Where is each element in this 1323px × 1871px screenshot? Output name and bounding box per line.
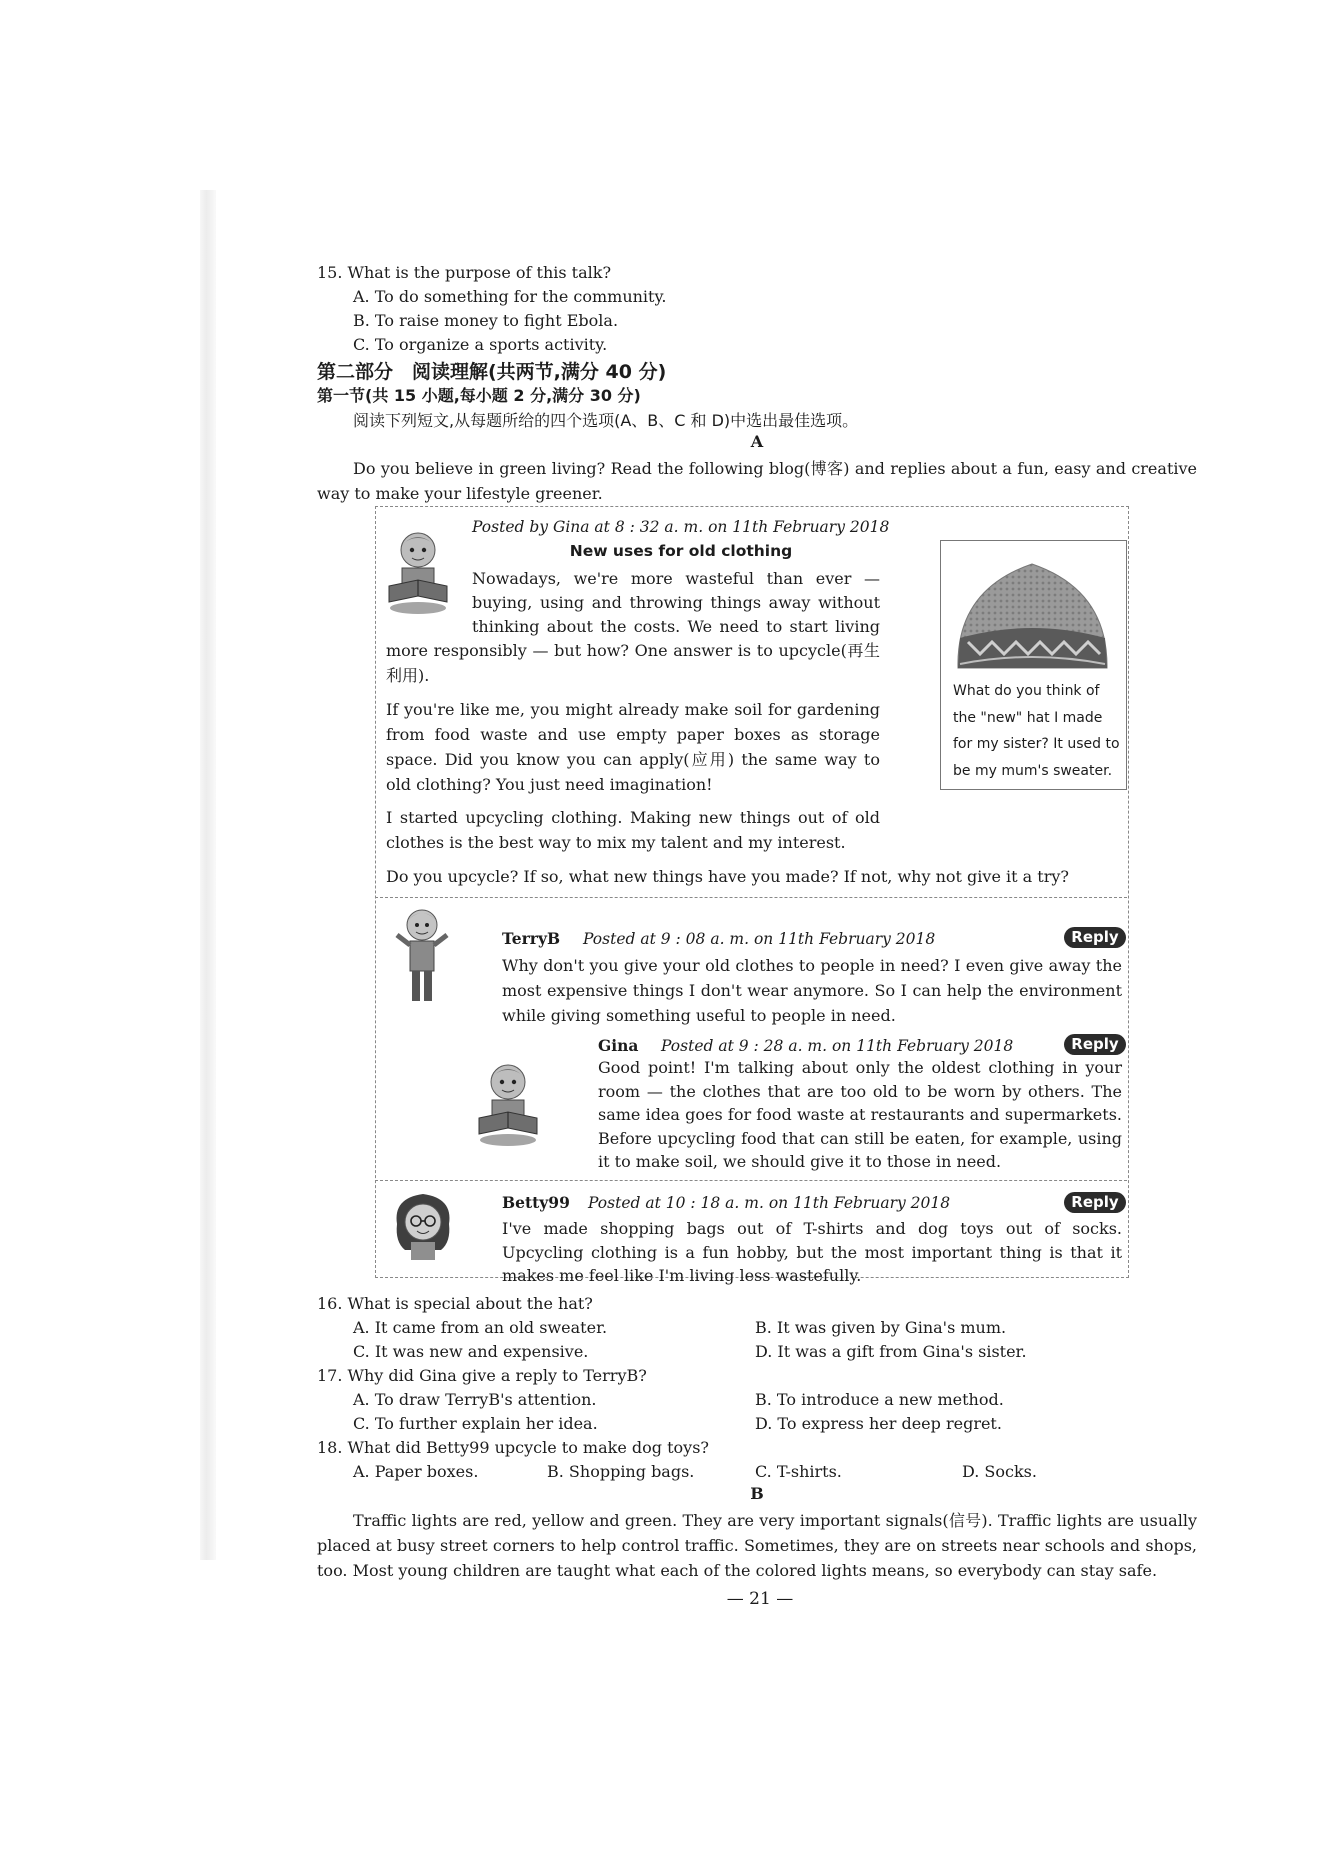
part2-title: 第二部分 阅读理解(共两节,满分 40 分) <box>317 361 667 383</box>
reply1-reply-button[interactable]: Reply <box>1064 927 1126 948</box>
part2-instruction: 阅读下列短文,从每题所给的四个选项(A、B、C 和 D)中选出最佳选项。 <box>353 411 859 430</box>
reply1-posted: Posted at 9 : 08 a. m. on 11th February 2018 <box>583 930 936 948</box>
passage-a-label: A <box>750 432 764 451</box>
q18-option-b: B. Shopping bags. <box>547 1462 695 1481</box>
terryb-avatar <box>393 905 451 1007</box>
q16-option-a: A. It came from an old sweater. <box>353 1318 608 1337</box>
scan-edge-shadow <box>200 190 216 1560</box>
section1-title: 第一节(共 15 小题,每小题 2 分,满分 30 分) <box>317 386 641 405</box>
blog-post-p3: I started upcycling clothing. Making new things out of old clothes is the best way to mix my talent and my interest. <box>386 808 880 852</box>
blog-post-p1-line2: buying, using and throwing things away without <box>472 593 880 612</box>
q15-question: 15. What is the purpose of this talk? <box>317 263 612 282</box>
q17-option-b: B. To introduce a new method. <box>755 1390 1004 1409</box>
q17-question: 17. Why did Gina give a reply to TerryB? <box>317 1366 647 1385</box>
reply2-reply-button[interactable]: Reply <box>1064 1034 1126 1055</box>
reply1-author: TerryB <box>502 929 561 948</box>
q17-option-d: D. To express her deep regret. <box>755 1414 1002 1433</box>
reply2-text: Good point! I'm talking about only the oldest clothing in your room — the clothes that are too old to be worn by others. The same idea goes for food waste at restaurants and supermarkets. Before upcycling food that can still be eaten, for example, using it to make soil, we should give it to those in need. <box>598 1058 1122 1171</box>
reply3-posted: Posted at 10 : 18 a. m. on 11th February 2018 <box>588 1194 951 1212</box>
blog-post-p1-line1: Nowadays, we're more wasteful than ever — <box>472 569 880 588</box>
q16-option-d: D. It was a gift from Gina's sister. <box>755 1342 1027 1361</box>
blog-post-posted: Posted by Gina at 8 : 32 a. m. on 11th February 2018 <box>472 518 890 536</box>
blog-post-p1-tail: more responsibly — but how? One answer is to upcycle(再生利用). <box>386 641 880 685</box>
gina-avatar <box>383 528 453 616</box>
q15-option-a: A. To do something for the community. <box>353 287 667 306</box>
passage-b-label: B <box>750 1484 764 1503</box>
betty99-avatar <box>391 1190 455 1262</box>
passage-a-intro: Do you believe in green living? Read the following blog(博客) and replies about a fun, easy and creative way to make your lifestyle greener. <box>317 459 1197 503</box>
reply-separator-2 <box>375 1180 1127 1181</box>
q16-option-c: C. It was new and expensive. <box>353 1342 589 1361</box>
reply1-text: Why don't you give your old clothes to people in need? I even give away the most expensive things I don't wear anymore. So I can help the environment while giving something useful to people in need. <box>502 956 1122 1025</box>
blog-post-title: New uses for old clothing <box>569 542 793 560</box>
reply3-text: I've made shopping bags out of T-shirts and dog toys out of socks. Upcycling clothing is a fun hobby, but the most important thing is that it makes me feel like I'm living less wastefully. <box>502 1219 1122 1285</box>
q16-question: 16. What is special about the hat? <box>317 1294 593 1313</box>
q18-option-c: C. T-shirts. <box>755 1462 842 1481</box>
page-number: — 21 — <box>726 1589 794 1609</box>
reply2-posted: Posted at 9 : 28 a. m. on 11th February 2018 <box>661 1037 1014 1055</box>
q17-option-a: A. To draw TerryB's attention. <box>353 1390 597 1409</box>
blog-post-p1-line3: thinking about the costs. We need to start living <box>472 617 880 636</box>
q18-question: 18. What did Betty99 upcycle to make dog toys? <box>317 1438 709 1457</box>
blog-post-p4: Do you upcycle? If so, what new things have you made? If not, why not give it a try? <box>386 867 1069 886</box>
q15-option-b: B. To raise money to fight Ebola. <box>353 311 619 330</box>
knitted-hat-image <box>950 550 1115 675</box>
blog-post-p2: If you're like me, you might already make soil for gardening from food waste and use empty paper boxes as storage space. Did you know you can apply(应用) the same way to old clothing? You just need imagination! <box>386 700 880 794</box>
hat-photo-caption: What do you think of the "new" hat I made for my sister? It used to be my mum's sweater. <box>953 683 1120 779</box>
q18-option-d: D. Socks. <box>962 1462 1037 1481</box>
reply-separator-1 <box>375 897 1127 898</box>
gina-reply-avatar <box>473 1060 543 1148</box>
reply3-author: Betty99 <box>502 1193 570 1212</box>
q17-option-c: C. To further explain her idea. <box>353 1414 598 1433</box>
reply2-author: Gina <box>598 1036 639 1055</box>
passage-b-text: Traffic lights are red, yellow and green. They are very important signals(信号). Traffic lights are usually placed at busy street corners to help control traffic. Sometimes, they are on streets near schools and shops, too. Most young children are taught what each of the colored lights means, so everybody can stay safe. <box>317 1511 1197 1580</box>
q18-option-a: A. Paper boxes. <box>353 1462 479 1481</box>
q16-option-b: B. It was given by Gina's mum. <box>755 1318 1007 1337</box>
reply3-reply-button[interactable]: Reply <box>1064 1192 1126 1213</box>
q15-option-c: C. To organize a sports activity. <box>353 335 608 354</box>
